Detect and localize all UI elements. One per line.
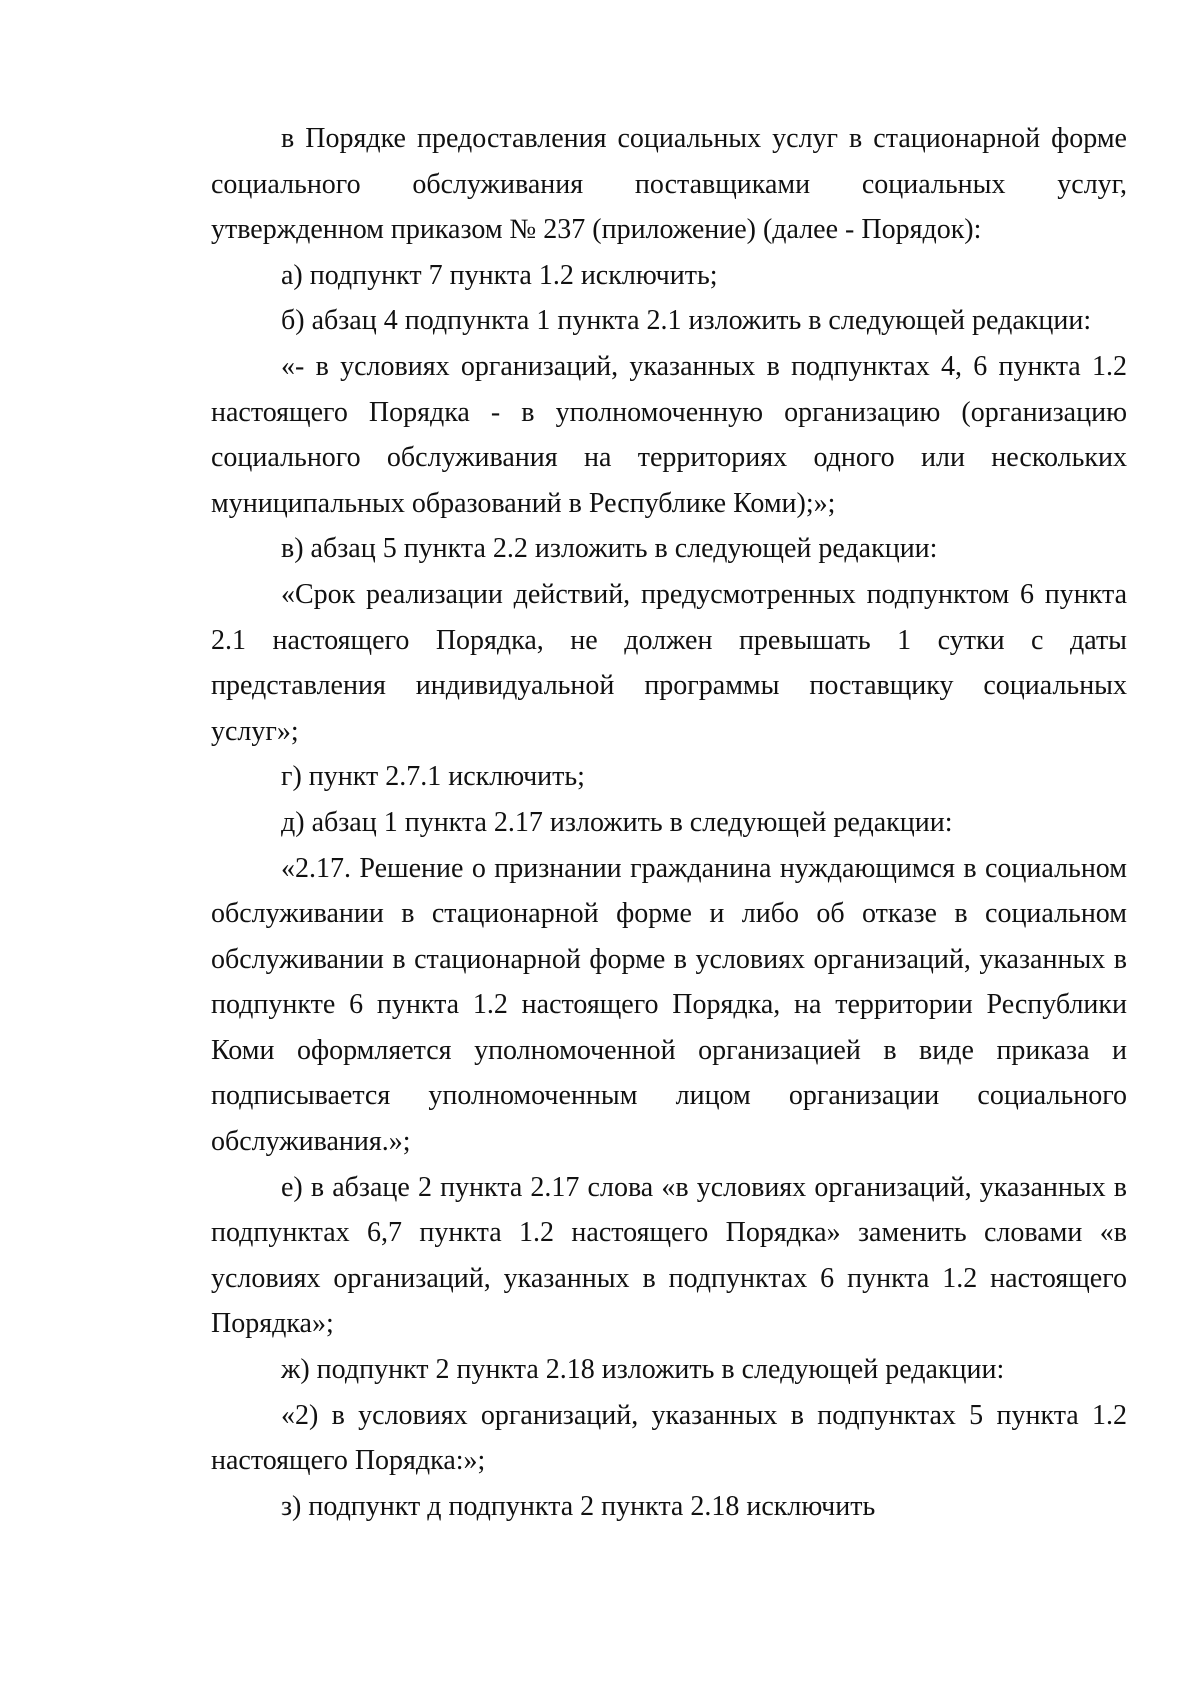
item-b: б) абзац 4 подпункта 1 пункта 2.1 изложить в следующей редакции: bbox=[281, 305, 1092, 337]
item-zh: ж) подпункт 2 пункта 2.18 изложить в следующей редакции: bbox=[281, 1354, 1005, 1386]
document-body bbox=[211, 116, 1127, 1529]
item-v-quote: «Срок реализации действий, предусмотренных подпунктом 6 пункта 2.1 настоящего Порядка, не должен превышать 1 сутки с даты представления индивидуальной программы поставщику социальных услуг»; bbox=[211, 578, 1127, 747]
intro-paragraph: в Порядке предоставления социальных услуг в стационарной форме социального обслуживания поставщиками социальных услуг, утвержденном приказом № 237 (приложение) (далее - Порядок): bbox=[211, 123, 1127, 246]
item-a: а) подпункт 7 пункта 1.2 исключить; bbox=[281, 259, 718, 291]
item-e: е) в абзаце 2 пункта 2.17 слова «в условиях организаций, указанных в подпунктах 6,7 пункта 1.2 настоящего Порядка» заменить словами «в условиях организаций, указанных в подпунктах 6 пункта 1.2 настоящего Порядка»; bbox=[211, 1171, 1127, 1340]
item-z: з) подпункт д подпункта 2 пункта 2.18 исключить bbox=[281, 1490, 876, 1522]
item-zh-quote: «2) в условиях организаций, указанных в подпунктах 5 пункта 1.2 настоящего Порядка:»; bbox=[211, 1399, 1127, 1477]
item-b-quote: «- в условиях организаций, указанных в подпунктах 4, 6 пункта 1.2 настоящего Порядка - в уполномоченную организацию (организацию социального обслуживания на территориях одного или нескольких муниципальных образований в Республике Коми);»; bbox=[211, 350, 1127, 519]
item-g: г) пункт 2.7.1 исключить; bbox=[281, 761, 585, 793]
item-d-quote: «2.17. Решение о признании гражданина нуждающимся в социальном обслуживании в стационарной форме и либо об отказе в социальном обслуживании в стационарной форме в условиях организаций, указанных в подпункте 6 пункта 1.2 настоящего Порядка, на территории Республики Коми оформляется уполномоченной организацией в виде приказа и подписывается уполномоченным лицом организации социального обслуживания.»; bbox=[211, 852, 1127, 1158]
item-d: д) абзац 1 пункта 2.17 изложить в следующей редакции: bbox=[281, 806, 953, 838]
item-v: в) абзац 5 пункта 2.2 изложить в следующей редакции: bbox=[281, 533, 938, 565]
